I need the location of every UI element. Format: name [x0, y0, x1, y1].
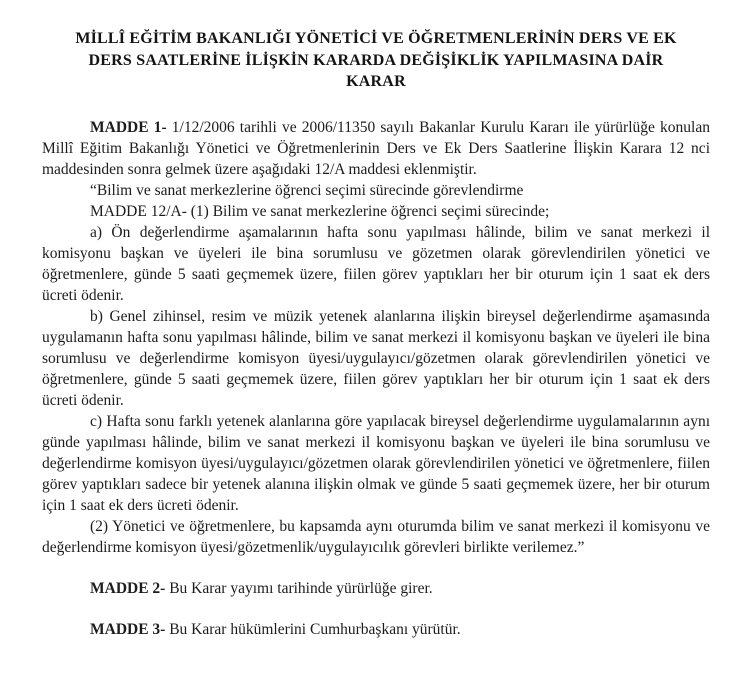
madde-2-label: MADDE 2-: [90, 579, 170, 597]
paragraph-item-b: [42, 306, 710, 411]
madde-3-text: Bu Karar hükümlerini Cumhurbaşkanı yürütür.: [169, 620, 461, 638]
item-a-text: a) Ön değerlendirme aşamalarının hafta sonu yapılması hâlinde, bilim ve sanat merkezi il komisyonu başkan ve üyeleri ile bina sorumlusu ve gözetmen olarak görevlendirilen yönetici ve öğretmenlere, günde 5 saati geçmemek üzere, fiilen görev yaptıkları her bir oturum için 1 saat ek ders ücreti ödenir.: [42, 223, 710, 304]
paragraph-madde-1: [42, 117, 710, 180]
title-line-2: DERS SAATLERİNE İLİŞKİN KARARDA DEĞİŞİKLİK YAPILMASINA DAİR: [88, 51, 664, 69]
madde-1-label: MADDE 1-: [90, 118, 172, 136]
paragraph-item-a: [42, 222, 710, 306]
madde-12a-text: MADDE 12/A- (1) Bilim ve sanat merkezlerine öğrenci seçimi sürecinde;: [90, 202, 550, 220]
document-body: [42, 117, 710, 640]
paragraph-madde-2: [42, 578, 710, 599]
paragraph-quote-heading: [42, 180, 710, 201]
fikra-2-text: (2) Yönetici ve öğretmenlere, bu kapsamda aynı oturumda bilim ve sanat merkezi il komisyonu ve değerlendirme komisyon üyesi/gözetmenlik/uygulayıcılık görevleri birlikte verilemez.”: [42, 517, 710, 556]
title-line-1: MİLLÎ EĞİTİM BAKANLIĞI YÖNETİCİ VE ÖĞRETMENLERİNİN DERS VE EK: [75, 30, 677, 47]
item-b-text: b) Genel zihinsel, resim ve müzik yetenek alanlarına ilişkin bireysel değerlendirme aşamasında uygulamanın hafta sonu yapılması hâlinde, bilim ve sanat merkezi il komisyonu başkan ve üyeleri ile bina sorumlusu ve değerlendirme komisyon üyesi/uygulayıcı/gözetmen olarak görevlendirilen yönetici ve öğretmenlere, günde 5 saati geçmemek üzere, fiilen görev yaptıkları her bir oturum için 1 saat ek ders ücreti ödenir.: [42, 307, 710, 409]
paragraph-madde-12a: [42, 201, 710, 222]
document-title: [42, 28, 710, 93]
paragraph-madde-3: [42, 619, 710, 640]
paragraph-item-c: [42, 411, 710, 516]
madde-1-text: 1/12/2006 tarihli ve 2006/11350 sayılı Bakanlar Kurulu Kararı ile yürürlüğe konulan Millî Eğitim Bakanlığı Yönetici ve Öğretmenlerinin Ders ve Ek Ders Saatlerine İlişkin Karara 12 nci maddesinden sonra gelmek üzere aşağıdaki 12/A maddesi eklenmiştir.: [42, 118, 710, 178]
item-c-text: c) Hafta sonu farklı yetenek alanlarına göre yapılacak bireysel değerlendirme uygulamalarının aynı günde yapılması hâlinde, bilim ve sanat merkezi il komisyonu başkan ve üyeleri ile bina sorumlusu ve değerlendirme komisyon üyesi/uygulayıcı/gözetmen olarak görevlendirilen yönetici ve öğretmenlere, fiilen görev yaptıkları sadece bir yetenek alanına ilişkin olmak ve günde 5 saati geçmemek üzere, her bir oturum için 1 saat ek ders ücreti ödenir.: [42, 412, 710, 514]
madde-2-text: Bu Karar yayımı tarihinde yürürlüğe girer.: [169, 579, 433, 597]
quote-heading-text: “Bilim ve sanat merkezlerine öğrenci seçimi sürecinde görevlendirme: [90, 181, 524, 199]
title-line-3: KARAR: [346, 73, 406, 90]
madde-3-label: MADDE 3-: [90, 620, 170, 638]
paragraph-fikra-2: [42, 516, 710, 558]
